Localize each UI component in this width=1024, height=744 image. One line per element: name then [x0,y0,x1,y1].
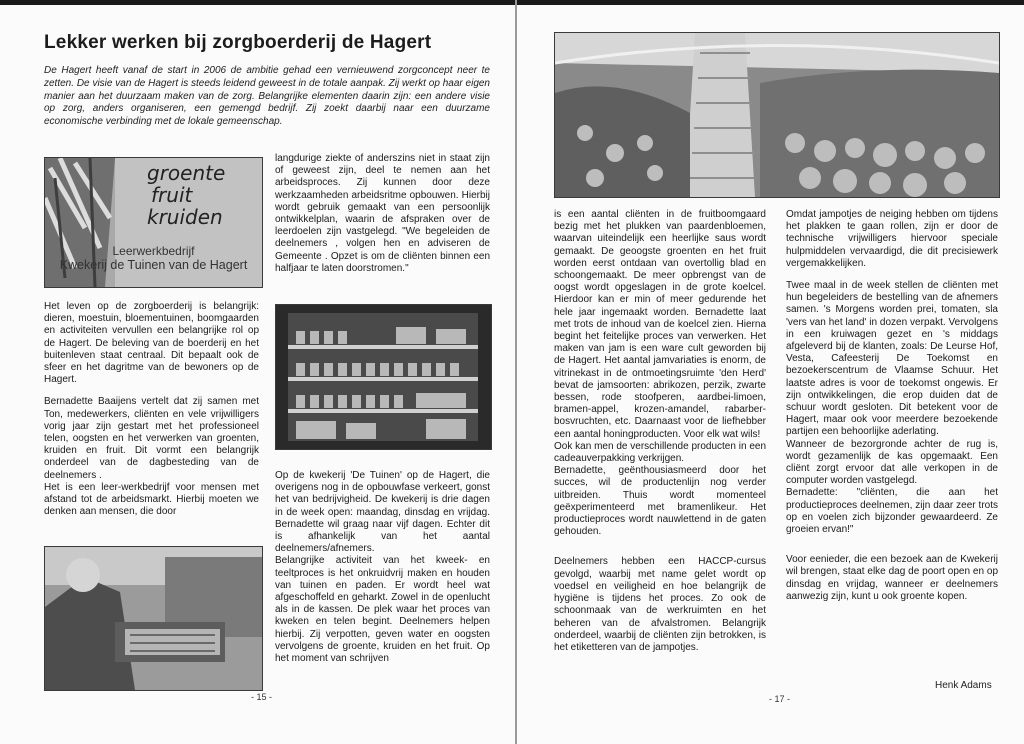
greenhouse-photo [554,32,1000,198]
page-number-left: - 15 - [251,692,273,702]
paragraph: Op de kwekerij 'De Tuinen' op de Hagert, die overigens nog in de opbouwfase verkeert, gonst het van bedrijvigheid. De kwekerij is drie dagen in de week open: maandag, dinsdag en vrijdag. Bernadette wil graag naar vijf dagen. Echter dit is afhankelijk van het aantal deelnemers/afnemers. [275,470,490,555]
paragraph: Voor eenieder, die een bezoek aan de Kwekerij wil brengen, staat elke dag de poort open en op dinsdag en vrijdag, wanneer er deelnemers aanwezig zijn, kunt u ook groente kopen. [786,554,998,602]
article-intro: De Hagert heeft vanaf de start in 2006 de ambitie gehad een vernieuwend zorgconcept neer te zetten. De visie van de Hagert is steeds leidend geweest in de totale aanpak. Zij werkt op haar eigen manier aan het duurzaam maken van de zorg. Belangrijke elementen daarin zijn: een andere visie op zorg, anders organiseren, een gemengd bedrijf. Zij zoekt daarbij naar een duurzame economische verbinding met de lokale gemeenschap. [44,65,490,128]
paragraph: Het leven op de zorgboerderij is belangrijk: dieren, moestuin, bloementuinen, boomgaarden en activiteiten vervullen een belangrijke rol op de Hagert. De beleving van de boerderij en het buitenleven staat centraal. Dit bepaalt ook de sfeer en het dagritme van de bewoners op de Hagert. [44,301,259,386]
paragraph: Twee maal in de week stellen de cliënten met hun begeleiders de bestelling van de afnemers samen. 's Morgens worden prei, tomaten, sla 'vers van het land' in dozen verpakt. Vervolgens in een kruiwagen gezet en 's middags afgeleverd bij de klanten, zoals: De Leurse Hof, Vesta, Cafeesterij De Toekomst en bezoekerscentrum de Vlaamse Schuur. Het laatste adres is voor de toekomst ongewis. Er zijn ontwikkelingen, die erop duiden dat de schuur wordt gesloten. Dit betekent voor de Hagert, maar ook voor meerdere bezoekende partijen een behoorlijke aderlating. [786,280,998,438]
paragraph: Ook kan men de verschillende producten in een cadeauverpakking verkrijgen. [554,440,766,465]
person-illustration [45,547,262,690]
sign-text-kruiden: kruiden [147,205,223,229]
paragraph: Wanneer de bezorgronde achter de rug is, wordt gezamenlijk de kas opgemaakt. Een cliënt zorgt ervoor dat alle verkopen in de computer worden vastgelegd. [786,438,998,487]
article-title: Lekker werken bij zorgboerderij de Hagert [44,32,432,53]
paragraph: is een aantal cliënten in de fruitboomgaard bezig met het plukken van paardenbloemen, waarvan uiteindelijk een heerlijke saus wordt gemaakt. De geoogste groenten en het fruit worden eerst ontdaan van overtollig blad en schoongemaakt. De meer opbrengst van de oogst wordt opgeslagen in de grote koelcel. Hierdoor kan er min of meer gedurende het hele jaar ingemaakt worden. Bernadette laat met trots de inhoud van de koelcel zien. Hierna begint het feitelijke proces van verwerken. Het maken van jam is een ware cult geworden bij de Hagert. Het aantal jamvariaties is enorm, de vitrinekast in de ontmoetingsruimte 'den Herd' bevat de jamsoorten: abrikozen, perzik, zwarte bessen, rode stoofperen, aardbei-limoen, bramen-appel, krozen-amandel, rabarber-bosvruchten, etc. Daarnaast voor de liefhebber een aantal honingproducten. Voor elk wat wils! [554,209,766,440]
left-page-column-2b [275,470,490,675]
sign-photo [44,157,263,288]
paragraph: Bernadette Baaijens vertelt dat zij samen met Ton, medewerkers, cliënten en vele vrijwilligers vorig jaar zijn gestart met het professioneel telen, oogsten en het verwerken van groenten, kruiden en fruit. Dit vormt een belangrijk onderdeel van de dagbesteding van de deelnemers . [44,396,259,481]
paragraph: Omdat jampotjes de neiging hebben om tijdens het plakken te gaan rollen, zijn er door de technische vrijwilligers hiervoor speciale hulpmiddelen vervaardigd, die dit precisiewerk vergemakkelijken. [786,209,998,269]
shelf-illustration [276,305,491,449]
paragraph: Bernadette, geënthousiasmeerd door het succes, wil de productenlijn nog verder uitbreiden. Thuis wordt momenteel geëxperimenteerd met bramenlikeur. Het productieproces wordt nauwlettend in de gaten gehouden. [554,465,766,538]
paragraph: langdurige ziekte of anderszins niet in staat zijn of geweest zijn, deel te nemen aan het arbeidsproces. Zij kunnen door deze werkzaamheden arbeidsritme opbouwen. Hierbij wordt gebruik gemaakt van een persoonlijk ontwikkelplan, waarin de afspraken over de leerdoelen zijn vastgelegd. "We begeleiden de deelnemers , volgen hen en adviseren de Gemeente . Opzet is om de cliënten binnen een halfjaar te laten doorstromen." [275,153,490,274]
person-with-crates-photo [44,546,263,691]
greenhouse-illustration [555,33,999,197]
jam-shelf-photo [275,304,492,450]
paragraph: Belangrijke activiteit van het kweek- en teeltproces is het onkruidvrij maken en houden van tuinen en paden. Er wordt heel wat afgeschoffeld en geharkt. Zowel in de openlucht als in de kassen. De plek waar het proces van kweken en telen begint. Deelnemers helpen hierbij. Zij verpotten, geven water en oogsten vervolgens de groente, kruiden en het fruit. Op het moment van schrijven [275,555,490,665]
paragraph: Bernadette: "cliënten, die aan het productieproces deelnemen, zijn daar zeer trots op en voelen zich bijzonder gewaardeerd. Ze groeien ervan!" [786,487,998,536]
sign-text-kwekerij: Kwekerij de Tuinen van de Hagert [59,258,248,272]
sign-text-groente: groente [147,161,226,185]
right-page [517,0,1024,744]
sign-text-leerwerkbedrijf: Leerwerkbedrijf [112,244,195,258]
left-page-column-1 [44,301,259,528]
paragraph: Deelnemers hebben een HACCP-cursus gevolgd, waarbij met name gelet wordt op voedsel en veiligheid en hoe belangrijk de hygiëne is tijdens het proces. Zo ook de schoonmaak van de werkruimten en het beheren van de afvalstromen. Belangrijk onderdeel, waarbij de cliënten zijn betrokken, is het etiketteren van de jampotjes. [554,556,766,653]
right-page-column-1 [554,209,766,664]
right-page-column-2 [786,209,998,613]
sign-text-fruit: fruit [151,183,193,207]
left-page-column-2 [275,153,490,285]
page-number-right: - 17 - [769,694,791,704]
author-signature: Henk Adams [935,680,992,691]
paragraph: Het is een leer-werkbedrijf voor mensen met afstand tot de arbeidsmarkt. Hierbij moeten we denken aan mensen, die door [44,481,259,518]
